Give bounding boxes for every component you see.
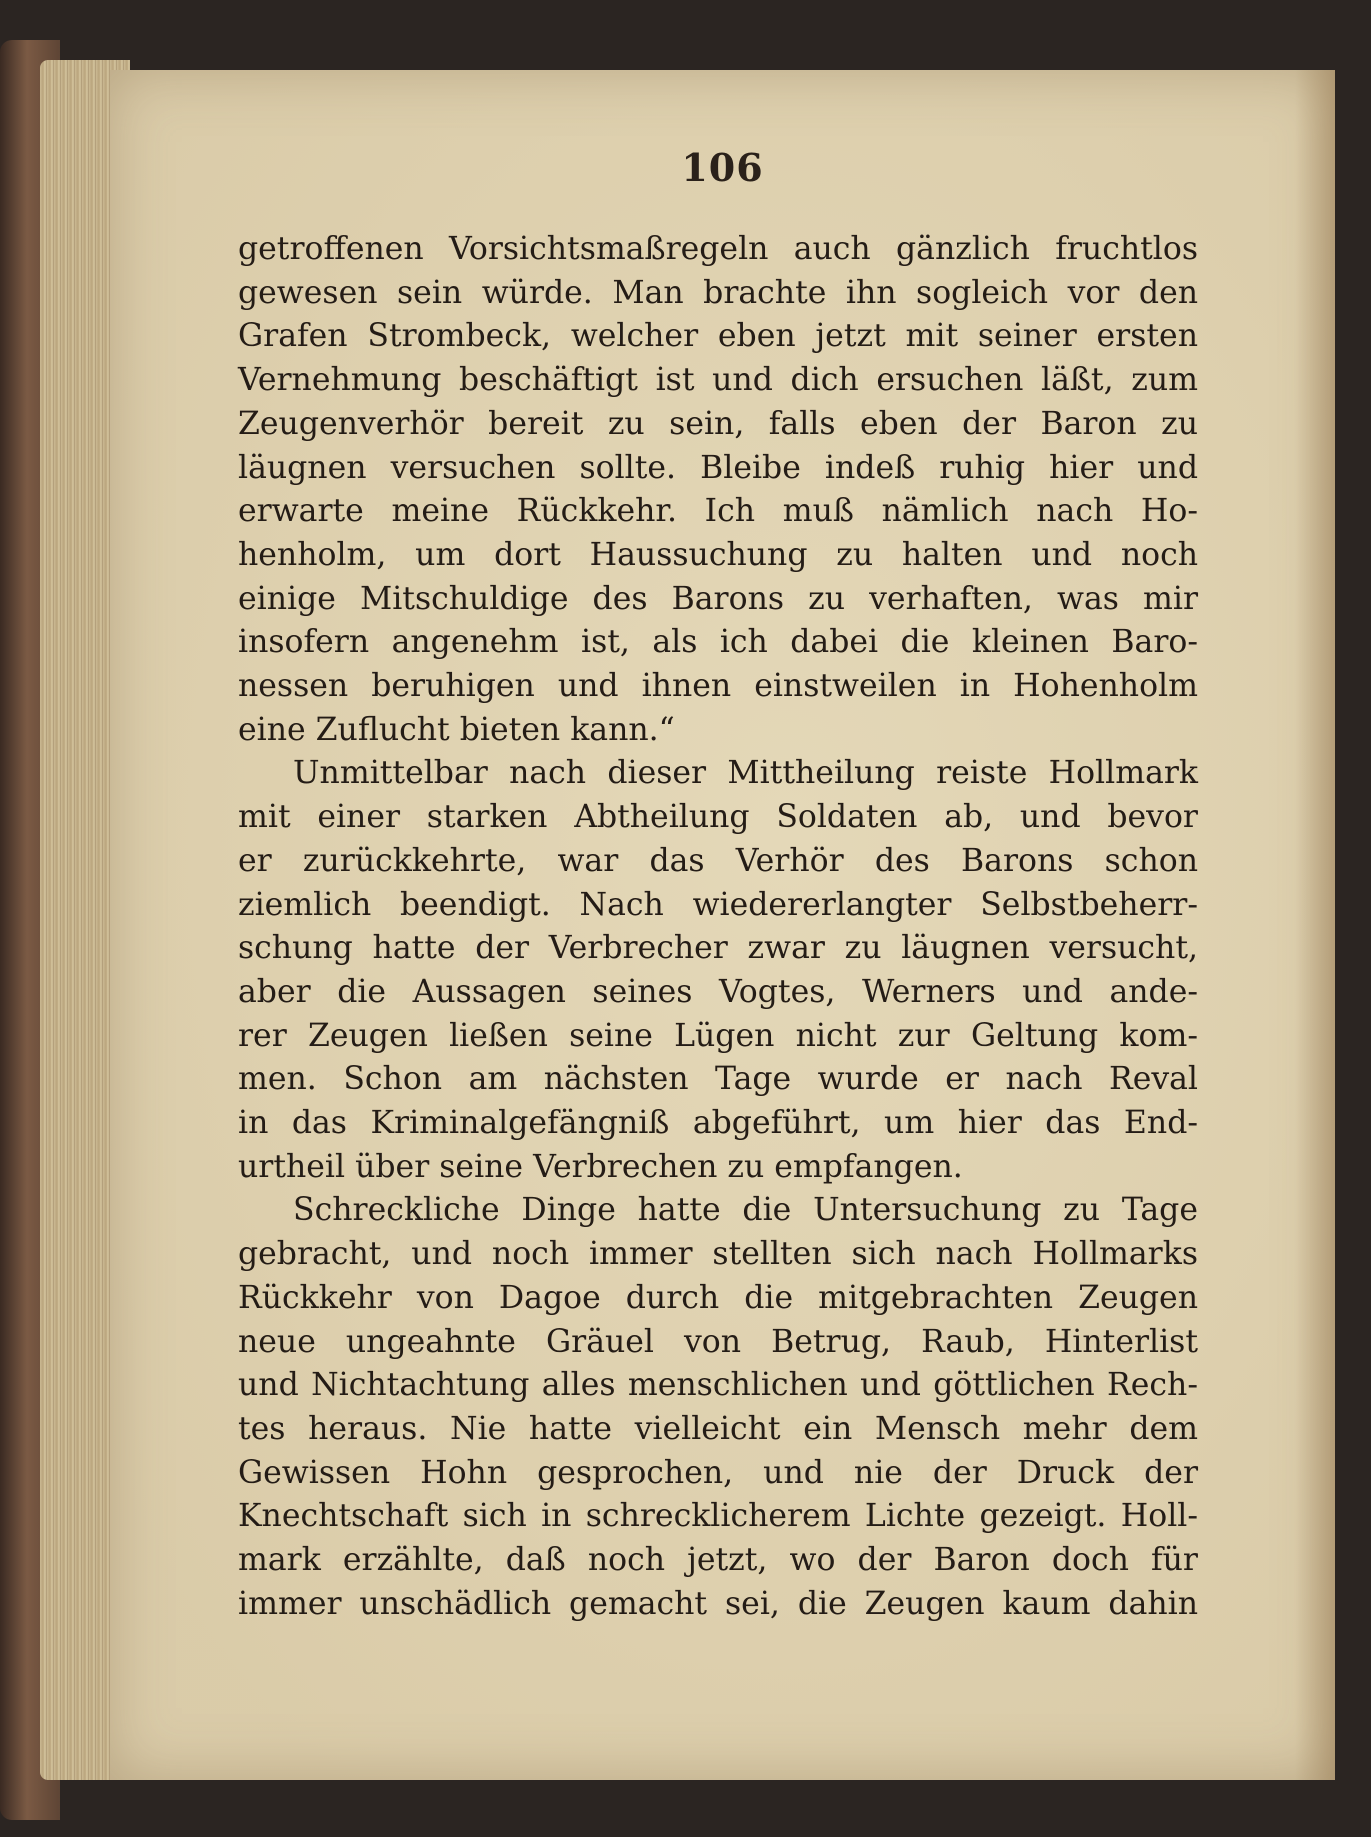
book-page	[110, 70, 1335, 1780]
text-line: eine Zuflucht bieten kann.“	[238, 711, 675, 748]
text-line: Knechtschaft sich in schrecklicherem Lichte gezeigt. Holl-	[238, 1498, 1198, 1535]
text-line: und Nichtachtung alles menschlichen und göttlichen Rech-	[238, 1367, 1198, 1404]
text-line: Rückkehr von Dagoe durch die mitgebrachten Zeugen	[238, 1279, 1198, 1316]
text-line: mark erzählte, daß noch jetzt, wo der Baron doch für	[238, 1542, 1198, 1579]
text-line: schung hatte der Verbrecher zwar zu läugnen versucht,	[238, 930, 1198, 967]
text-line: Zeugenverhör bereit zu sein, falls eben der Baron zu	[238, 405, 1198, 442]
page-text	[238, 228, 1198, 1627]
text-line: er zurückkehrte, war das Verhör des Barons schon	[238, 842, 1198, 879]
text-line: Grafen Strombeck, welcher eben jetzt mit seiner ersten	[238, 318, 1198, 355]
text-line: immer unschädlich gemacht sei, die Zeugen kaum dahin	[238, 1585, 1198, 1622]
text-line: Gewissen Hohn gesprochen, und nie der Druck der	[238, 1454, 1198, 1491]
text-line: gewesen sein würde. Man brachte ihn sogleich vor den	[238, 274, 1198, 311]
text-line: rer Zeugen ließen seine Lügen nicht zur Geltung kom-	[238, 1017, 1198, 1054]
text-line: urtheil über seine Verbrechen zu empfangen.	[238, 1148, 963, 1185]
text-line: aber die Aussagen seines Vogtes, Werners und ande-	[238, 973, 1198, 1010]
text-line: gebracht, und noch immer stellten sich nach Hollmarks	[238, 1236, 1198, 1273]
text-line: einige Mitschuldige des Barons zu verhaften, was mir	[238, 580, 1198, 617]
text-line: insofern angenehm ist, als ich dabei die kleinen Baro-	[238, 624, 1198, 661]
text-line: getroffenen Vorsichtsmaßregeln auch gänzlich fruchtlos	[238, 231, 1198, 267]
page-gutter	[1295, 70, 1335, 1780]
text-line: nessen beruhigen und ihnen einstweilen in Hohenholm	[238, 668, 1198, 705]
text-line: Unmittelbar nach dieser Mittheilung reiste Hollmark	[293, 755, 1198, 792]
text-line: in das Kriminalgefängniß abgeführt, um hier das End-	[238, 1105, 1198, 1142]
text-line: neue ungeahnte Gräuel von Betrug, Raub, Hinterlist	[238, 1323, 1198, 1360]
text-line: mit einer starken Abtheilung Soldaten ab, und bevor	[238, 799, 1198, 836]
text-line: Vernehmung beschäftigt ist und dich ersuchen läßt, zum	[238, 362, 1198, 399]
text-line: läugnen versuchen sollte. Bleibe indeß ruhig hier und	[238, 449, 1198, 486]
text-line: men. Schon am nächsten Tage wurde er nach Reval	[238, 1061, 1198, 1098]
text-line: Schreckliche Dinge hatte die Untersuchung zu Tage	[293, 1192, 1198, 1229]
page-number: 106	[681, 145, 764, 190]
text-line: erwarte meine Rückkehr. Ich muß nämlich nach Ho-	[238, 493, 1198, 530]
text-line: ziemlich beendigt. Nach wiedererlangter Selbstbeherr-	[238, 886, 1198, 923]
text-line: henholm, um dort Haussuchung zu halten und noch	[238, 536, 1198, 573]
text-line: tes heraus. Nie hatte vielleicht ein Mensch mehr dem	[238, 1410, 1198, 1447]
